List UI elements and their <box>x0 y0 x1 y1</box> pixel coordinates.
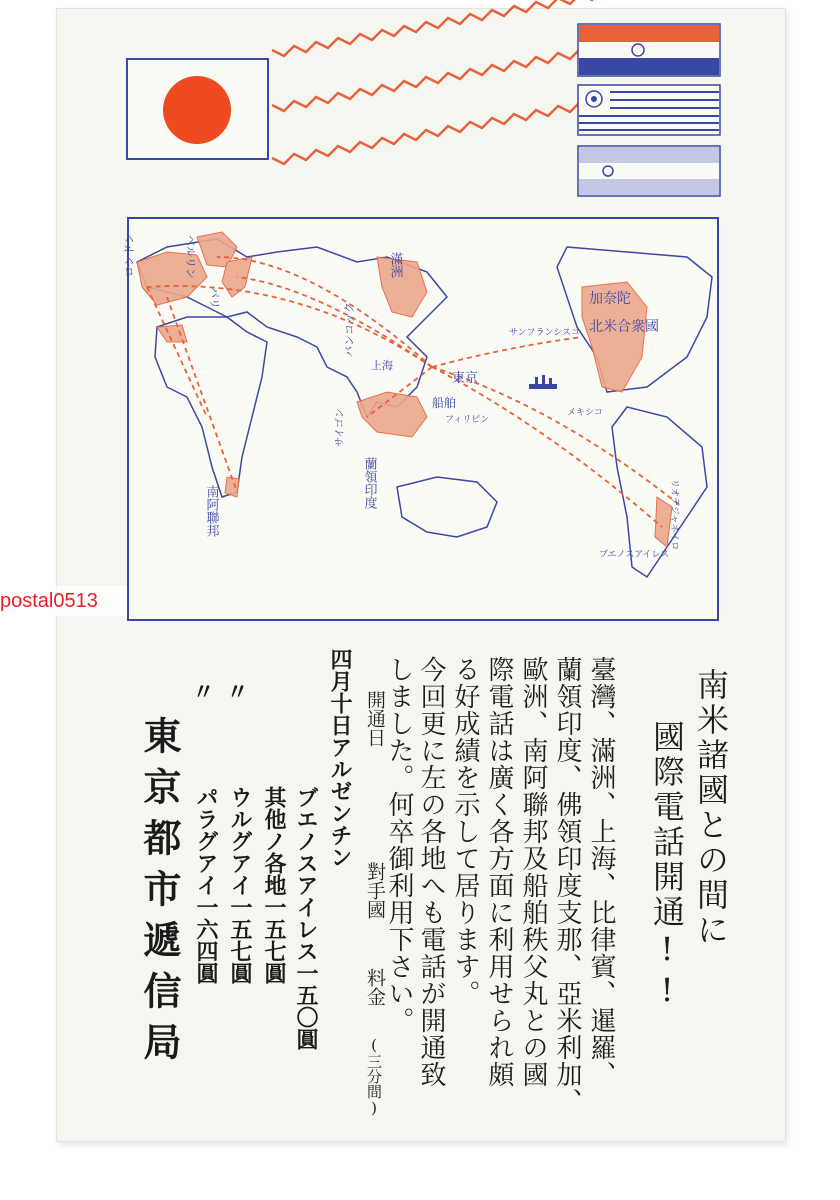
map-label-ship: 船舶 <box>432 396 457 410</box>
map-label-philippines: フィリピン <box>445 415 490 425</box>
open-date-value: 四月十日アルゼンチン <box>327 648 352 868</box>
map-label-london: ロンドン <box>123 233 136 277</box>
headline-line2: 國際電話開通!! <box>648 720 686 1012</box>
world-map <box>123 217 719 621</box>
body-line-3: 歐洲、南阿聯邦及船舶秩父丸との國 <box>518 656 548 1088</box>
minutes-note: (三分間) <box>365 1036 383 1117</box>
country-name: アルゼンチン <box>327 736 352 868</box>
ditto-mark-2: 〃 <box>189 680 214 702</box>
map-label-saigon: サイゴン <box>335 408 346 447</box>
body-line-5: る好成績を示して居ります。 <box>450 656 480 1007</box>
issuer-name: 東京都市遞信局 <box>137 716 181 1073</box>
map-label-bangkok: バンコック <box>343 302 356 357</box>
fee-row-uruguay: ウルグアイ一五七圓 <box>227 786 252 984</box>
map-label-canada: 加奈陀 <box>589 291 631 307</box>
uruguay-flag <box>578 85 720 135</box>
map-label-dutch-indies: 蘭領印度 <box>361 457 377 509</box>
map-label-manchuria: 滿洲 <box>387 252 403 278</box>
body-line-6: 今回更に左の各地へも電話が開通致 <box>416 656 446 1088</box>
paraguay-flag <box>578 24 720 76</box>
argentina-flag <box>578 146 720 196</box>
map-label-tokyo: 東京 <box>452 371 479 386</box>
party-label: 對手國 <box>364 862 386 919</box>
body-line-1: 臺灣、滿洲、上海、比律賓、暹羅、 <box>586 656 616 1088</box>
map-label-shanghai: 上海 <box>371 359 393 372</box>
ditto-mark-1: 〃 <box>223 680 248 702</box>
map-label-berlin: ベルリン <box>184 235 197 279</box>
fee-row-buenos-aires: ブエノスアイレス一五〇圓 <box>293 786 318 1050</box>
body-line-2: 蘭領印度、佛領印度支那、亞米利加、 <box>552 656 582 1115</box>
watermark-text: postal0513 <box>0 586 128 616</box>
map-label-mexico: メキシコ <box>567 408 603 418</box>
map-label-south-africa: 南阿聯邦 <box>203 485 219 537</box>
open-date-label: 開通日 <box>364 690 386 747</box>
map-label-usa: 北米合衆國 <box>589 319 659 335</box>
flags-header <box>0 0 840 210</box>
japan-flag <box>127 59 268 159</box>
fee-label: 料金 <box>364 968 386 1006</box>
body-line-4: 際電話は廣く各方面に利用せられ頗 <box>484 656 514 1088</box>
fee-row-other: 其他ノ各地一五七圓 <box>261 786 286 984</box>
headline-line1: 南米諸國との間に <box>692 668 730 948</box>
lightning-signal-lines <box>272 0 614 164</box>
map-label-rio: リオデジャネイロ <box>669 479 679 551</box>
map-label-buenos-aires: ブエノスアイレス <box>599 550 670 560</box>
map-label-paris: パリ <box>208 287 221 309</box>
fee-row-paraguay: パラグアイ一六四圓 <box>193 786 218 984</box>
body-line-7: しました。何卒御利用下さい。 <box>384 656 414 1034</box>
map-label-san-francisco: サンフランシスコ <box>509 328 581 338</box>
